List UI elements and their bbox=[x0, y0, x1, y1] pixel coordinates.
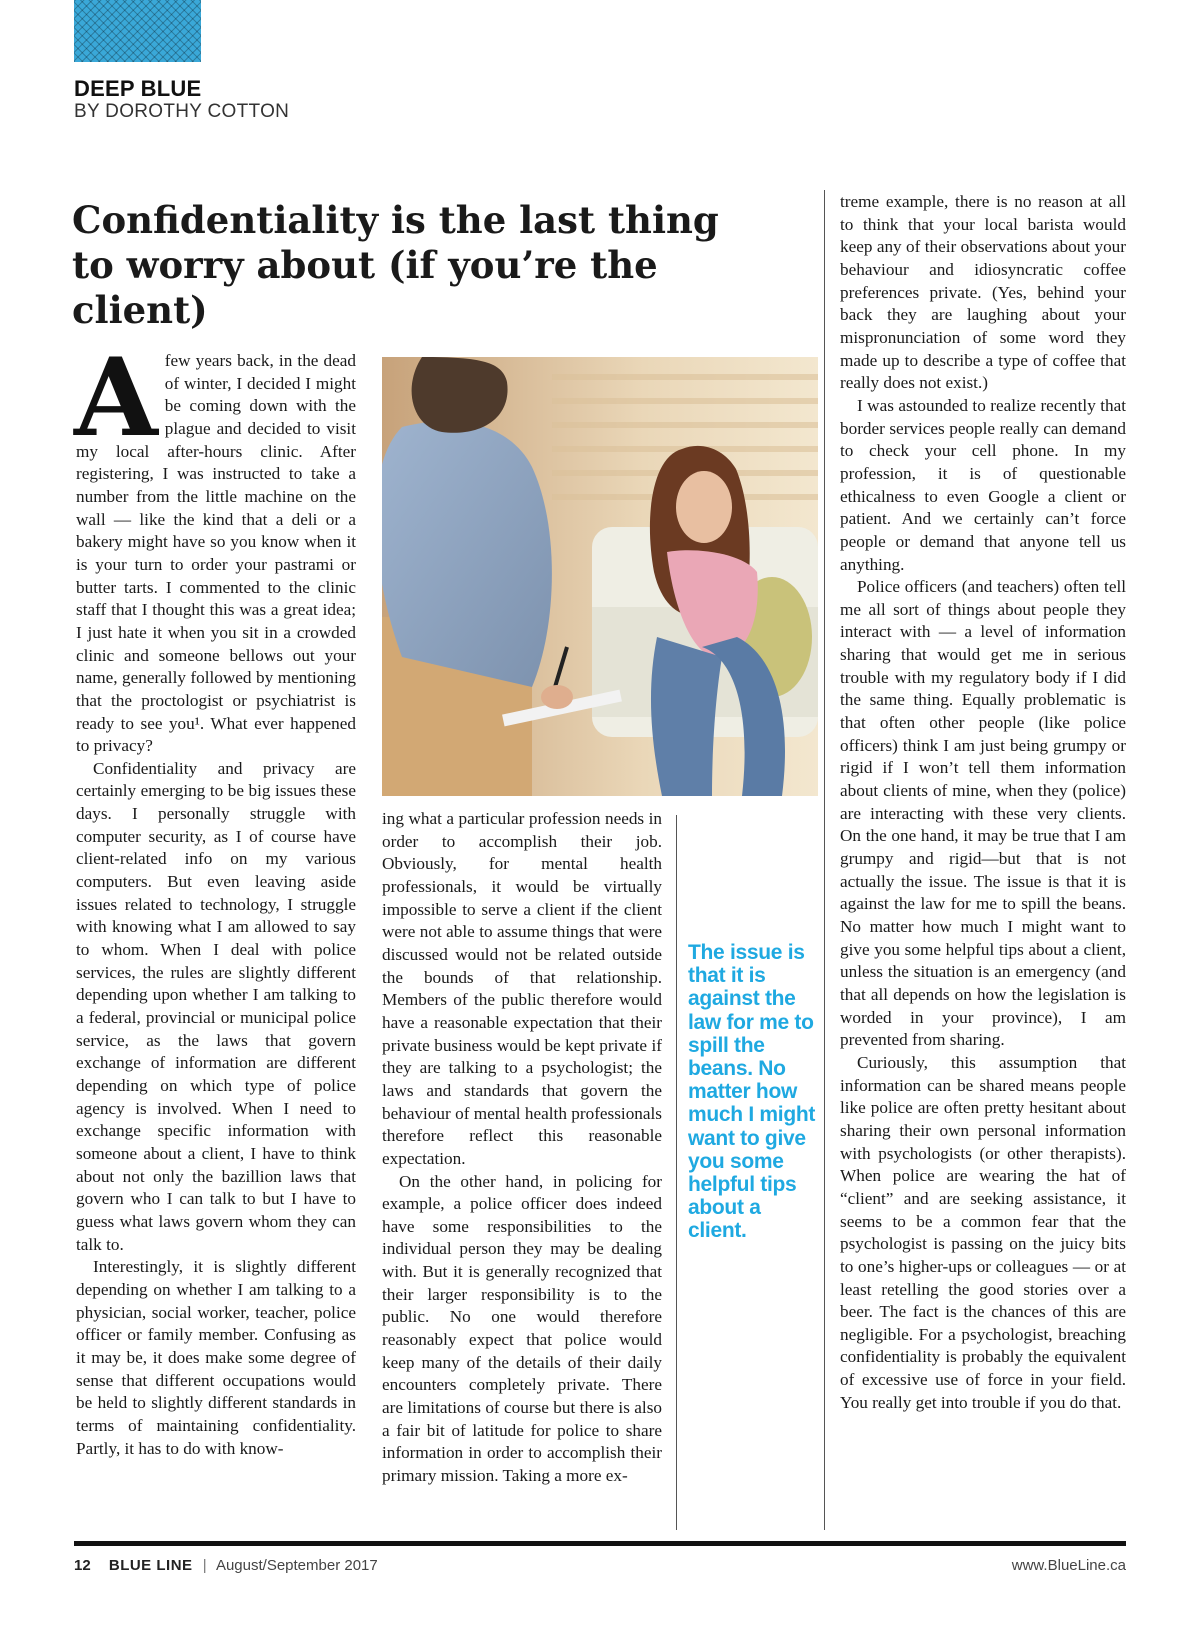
article-headline: Confidentiality is the last thing to worry about (if you’re the client) bbox=[72, 198, 719, 332]
paragraph: I was astounded to realize recently that border services people really can demand to check your cell phone. In my profession, it is of questionable ethicalness to even Google a client or patient. And we certainly can’t force people or demand that anyone tell us anything. bbox=[840, 395, 1126, 574]
magazine-name: BLUE LINE bbox=[108, 1557, 193, 1574]
footer-left bbox=[74, 1557, 378, 1574]
article-column-2 bbox=[382, 808, 662, 1488]
issue-date: August/September 2017 bbox=[215, 1557, 378, 1574]
drop-cap: A bbox=[74, 335, 158, 461]
paragraph: Curiously, this assumption that information can be shared means people like police are often pretty hesitant about sharing their own personal information with psychologists (or other therapists). When police are wearing the hat of “client” and are seeking assistance, it seems to be a common fear that the psychologist is passing on the juicy bits to one’s higher-ups or colleagues — or at least retelling the good stories over a beer. The fact is the chances of this are negligible. For a psychologist, breaching confidentiality is probably the equivalent of excessive use of force in your field. You really get into trouble if you do that. bbox=[840, 1052, 1126, 1412]
byline: BY DOROTHY COTTON bbox=[74, 101, 290, 122]
paragraph: Confidentiality and privacy are certainly emerging to be big issues these days. I personally struggle with computer security, as I of course have client-related info on my various computers. But even leaving aside issues related to technology, I struggle with knowing what I am allowed to say to whom. When I deal with police services, the rules are slightly different depending upon whether I am talking to a federal, provincial or municipal police service, as the laws that govern exchange of information are different depending on which type of police agency is involved. When I need to exchange specific information with someone about a client, I have to think about not only the bazillion laws that govern who I can talk to but I have to guess what laws govern whom they can talk to. bbox=[76, 758, 356, 1254]
paragraph: On the other hand, in policing for example, a police officer does indeed have some responsibilities to the individual person they may be dealing with. But it is generally recognized that their larger responsibility is to the public. No one would therefore reasonably expect that police would keep many of the details of their daily encounters completely private. There are limitations of course but there is also a fair bit of latitude for police to share information in order to accomplish their primary mission. Taking a more ex- bbox=[382, 1171, 662, 1486]
paragraph: Police officers (and teachers) often tell me all sort of things about people they interact with — a level of information sharing that would get me in serious trouble with my regulatory body if I did the same thing. Equally problematic is that often other people (like police officers) think I am just being grumpy or rigid if I won’t tell them information about clients of mine, when they (police) are interacting with these very clients. On the one hand, it may be true that I am grumpy and rigid—but that is not actually the issue. The issue is that it is against the law for me to spill the beans. No matter how much I might want to give you some helpful tips about a client, unless the situation is an emergency (and that all depends on how the legislation is worded in your province), I am prevented from sharing. bbox=[840, 577, 1126, 1050]
section-name: DEEP BLUE bbox=[74, 76, 202, 101]
footer-separator: | bbox=[202, 1557, 207, 1574]
pull-quote: The issue is that it is against the law for me to spill the beans. No matter how much I might want to give you some helpful tips about a client. bbox=[688, 941, 816, 1243]
website-link[interactable]: www.BlueLine.ca bbox=[1011, 1557, 1126, 1574]
article-column-1 bbox=[74, 335, 356, 1460]
column-rule bbox=[676, 815, 677, 1530]
paragraph: Interestingly, it is slightly different depending on whether I am talking to a physician, social worker, teacher, police officer or family member. Confusing as it may be, it does make some degree of sense that different occupations would be held to slightly different standards in terms of maintaining confidentiality. Partly, it has to do with know- bbox=[76, 1257, 356, 1458]
paragraph: few years back, in the dead of winter, I decided I might be coming down with the plague and decided to visit my local after-hours clinic. After registering, I was instructed to take a number from the little machine on the wall — like the kind that a deli or a bakery might have so you know when it is your turn to order your pastrami or butter tarts. I commented to the clinic staff that I thought this was a great idea; I just hate it when you sit in a crowded clinic and someone bellows out your name, generally followed by mentioning that the proctologist or psychiatrist is ready to see you¹. What ever happened to privacy? bbox=[76, 351, 356, 756]
footer-rule bbox=[74, 1541, 1126, 1546]
paragraph: treme example, there is no reason at all to think that your local barista would keep any of their observations about your behaviour and idiosyncratic coffee preferences private. (Yes, behind your back they are laughing about your mispronunciation of some word they made up to describe a type of coffee that really does not exist.) bbox=[840, 192, 1126, 393]
article-column-3 bbox=[840, 191, 1126, 1414]
column-rule bbox=[824, 190, 825, 1530]
corner-pattern-block bbox=[74, 0, 201, 62]
paragraph: ing what a particular profession needs in order to accomplish their job. Obviously, for mental health professionals, it would be virtually impossible to serve a client if the client were not able to assume things that were discussed would not be related outside the bounds of that relationship. Members of the public therefore would have a reasonable expectation that their private business would be kept private if they are talking to a psychologist; the laws and standards that govern the behaviour of mental health professionals therefore reflect this reasonable expectation. bbox=[382, 809, 662, 1168]
page-number: 12 bbox=[74, 1557, 91, 1574]
article-photo bbox=[382, 357, 818, 796]
